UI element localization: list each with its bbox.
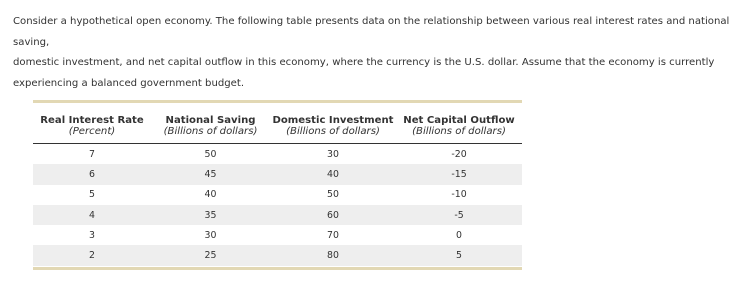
data-table-container (33, 100, 522, 270)
cell-real-interest-rate: 7 (33, 144, 151, 165)
interest-rate-table (33, 103, 522, 266)
cell-net-capital-outflow: -15 (396, 164, 522, 184)
cell-national-saving: 35 (151, 205, 270, 225)
header-domestic-investment: Domestic Investment (272, 115, 394, 126)
unit-domestic-investment: (Billions of dollars) (270, 126, 396, 144)
cell-real-interest-rate: 4 (33, 205, 151, 225)
cell-domestic-investment: 30 (270, 144, 396, 165)
cell-national-saving: 25 (151, 245, 270, 265)
cell-net-capital-outflow: -20 (396, 144, 522, 165)
cell-real-interest-rate: 5 (33, 185, 151, 205)
cell-national-saving: 45 (151, 164, 270, 184)
header-row (33, 103, 522, 126)
table-row (33, 185, 522, 205)
unit-row (33, 126, 522, 144)
cell-net-capital-outflow: -10 (396, 185, 522, 205)
cell-national-saving: 50 (151, 144, 270, 165)
cell-net-capital-outflow: -5 (396, 205, 522, 225)
cell-national-saving: 30 (151, 225, 270, 245)
header-real-interest-rate: Real Interest Rate (40, 115, 144, 126)
cell-net-capital-outflow: 0 (396, 225, 522, 245)
cell-domestic-investment: 60 (270, 205, 396, 225)
cell-real-interest-rate: 3 (33, 225, 151, 245)
header-national-saving: National Saving (165, 115, 256, 126)
header-net-capital-outflow: Net Capital Outflow (403, 115, 515, 126)
intro-line-1: Consider a hypothetical open economy. The following table presents data on the relationship between various real interest rates and national saving, (13, 16, 730, 48)
cell-national-saving: 40 (151, 185, 270, 205)
table-row (33, 245, 522, 265)
cell-domestic-investment: 70 (270, 225, 396, 245)
cell-real-interest-rate: 6 (33, 164, 151, 184)
cell-domestic-investment: 50 (270, 185, 396, 205)
intro-line-3: experiencing a balanced government budget. (13, 77, 245, 89)
table-row (33, 205, 522, 225)
unit-real-interest-rate: (Percent) (33, 126, 151, 144)
intro-line-2: domestic investment, and net capital outflow in this economy, where the currency is the U.S. dollar. Assume that the economy is currently (13, 57, 715, 68)
table-row (33, 225, 522, 245)
table-row (33, 164, 522, 184)
problem-intro (13, 12, 735, 94)
unit-national-saving: (Billions of dollars) (151, 126, 270, 144)
unit-net-capital-outflow: (Billions of dollars) (396, 126, 522, 144)
cell-real-interest-rate: 2 (33, 245, 151, 265)
cell-domestic-investment: 80 (270, 245, 396, 265)
cell-domestic-investment: 40 (270, 164, 396, 184)
cell-net-capital-outflow: 5 (396, 245, 522, 265)
table-bottom-rule (33, 267, 522, 270)
table-row (33, 144, 522, 165)
